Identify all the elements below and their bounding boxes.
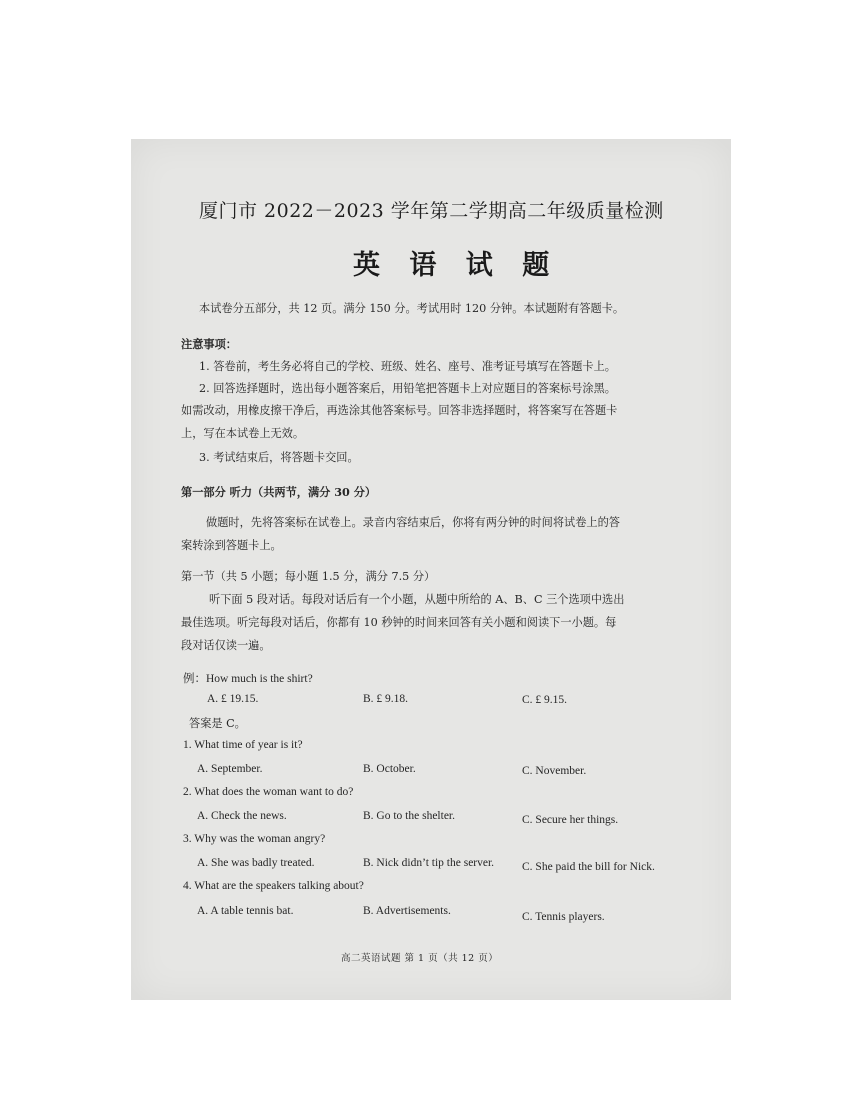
part1-instruction: 做题时，先将答案标在试卷上。录音内容结束后，你将有两分钟的时间将试卷上的答 xyxy=(206,516,620,529)
q4-option-c: C. Tennis players. xyxy=(522,911,605,923)
example-answer: 答案是 C。 xyxy=(189,717,246,730)
exam-title: 厦门市 2022－2023 学年第二学期高二年级质量检测 xyxy=(199,200,664,222)
note-line: 2. 回答选择题时，选出每小题答案后，用铅笔把答题卡上对应题目的答案标号涂黑。 xyxy=(199,382,616,395)
part1-heading: 第一部分 听力（共两节，满分 30 分） xyxy=(181,485,377,499)
section1-instruction: 段对话仅读一遍。 xyxy=(181,639,271,652)
q2-option-a: A. Check the news. xyxy=(197,810,287,822)
q4-option-a: A. A table tennis bat. xyxy=(197,905,294,917)
note-line: 上，写在本试卷上无效。 xyxy=(181,427,305,440)
example-question: 例：How much is the shirt? xyxy=(183,673,313,685)
example-option-b: B. £ 9.18. xyxy=(363,693,409,705)
exam-sheet xyxy=(131,139,731,1000)
q2-option-b: B. Go to the shelter. xyxy=(363,810,455,822)
q3-option-a: A. She was badly treated. xyxy=(197,857,315,869)
q1-option-a: A. September. xyxy=(197,763,263,775)
intro-text: 本试卷分五部分，共 12 页。满分 150 分。考试用时 120 分钟。本试题附有答题卡。 xyxy=(199,302,625,315)
example-option-c: C. £ 9.15. xyxy=(522,694,568,706)
question-3: 3. Why was the woman angry? xyxy=(183,833,326,845)
q1-option-c: C. November. xyxy=(522,765,587,777)
page-footer: 高二英语试题 第 1 页（共 12 页） xyxy=(341,953,499,964)
note-line: 如需改动，用橡皮擦干净后，再选涂其他答案标号。回答非选择题时，将答案写在答题卡 xyxy=(181,404,618,417)
note-line: 3. 考试结束后，将答题卡交回。 xyxy=(199,451,359,464)
note-line: 1. 答卷前，考生务必将自己的学校、班级、姓名、座号、准考证号填写在答题卡上。 xyxy=(199,360,616,373)
part1-instruction: 案转涂到答题卡上。 xyxy=(181,539,282,552)
q1-option-b: B. October. xyxy=(363,763,416,775)
section1-instruction: 最佳选项。听完每段对话后，你都有 10 秒钟的时间来回答有关小题和阅读下一小题。每 xyxy=(181,616,617,629)
question-2: 2. What does the woman want to do? xyxy=(183,786,354,798)
question-1: 1. What time of year is it? xyxy=(183,739,303,751)
question-4: 4. What are the speakers talking about? xyxy=(183,880,364,892)
q2-option-c: C. Secure her things. xyxy=(522,814,619,826)
notes-heading: 注意事项： xyxy=(181,337,237,351)
q3-option-c: C. She paid the bill for Nick. xyxy=(522,861,655,873)
example-option-a: A. £ 19.15. xyxy=(207,693,259,705)
q4-option-b: B. Advertisements. xyxy=(363,905,451,917)
q3-option-b: B. Nick didn’t tip the server. xyxy=(363,857,495,869)
section1-instruction: 听下面 5 段对话。每段对话后有一个小题，从题中所给的 A、B、C 三个选项中选出 xyxy=(209,593,625,606)
section1-heading: 第一节（共 5 小题；每小题 1.5 分，满分 7.5 分） xyxy=(181,570,436,583)
subject-title: 英 语 试 题 xyxy=(353,250,560,281)
